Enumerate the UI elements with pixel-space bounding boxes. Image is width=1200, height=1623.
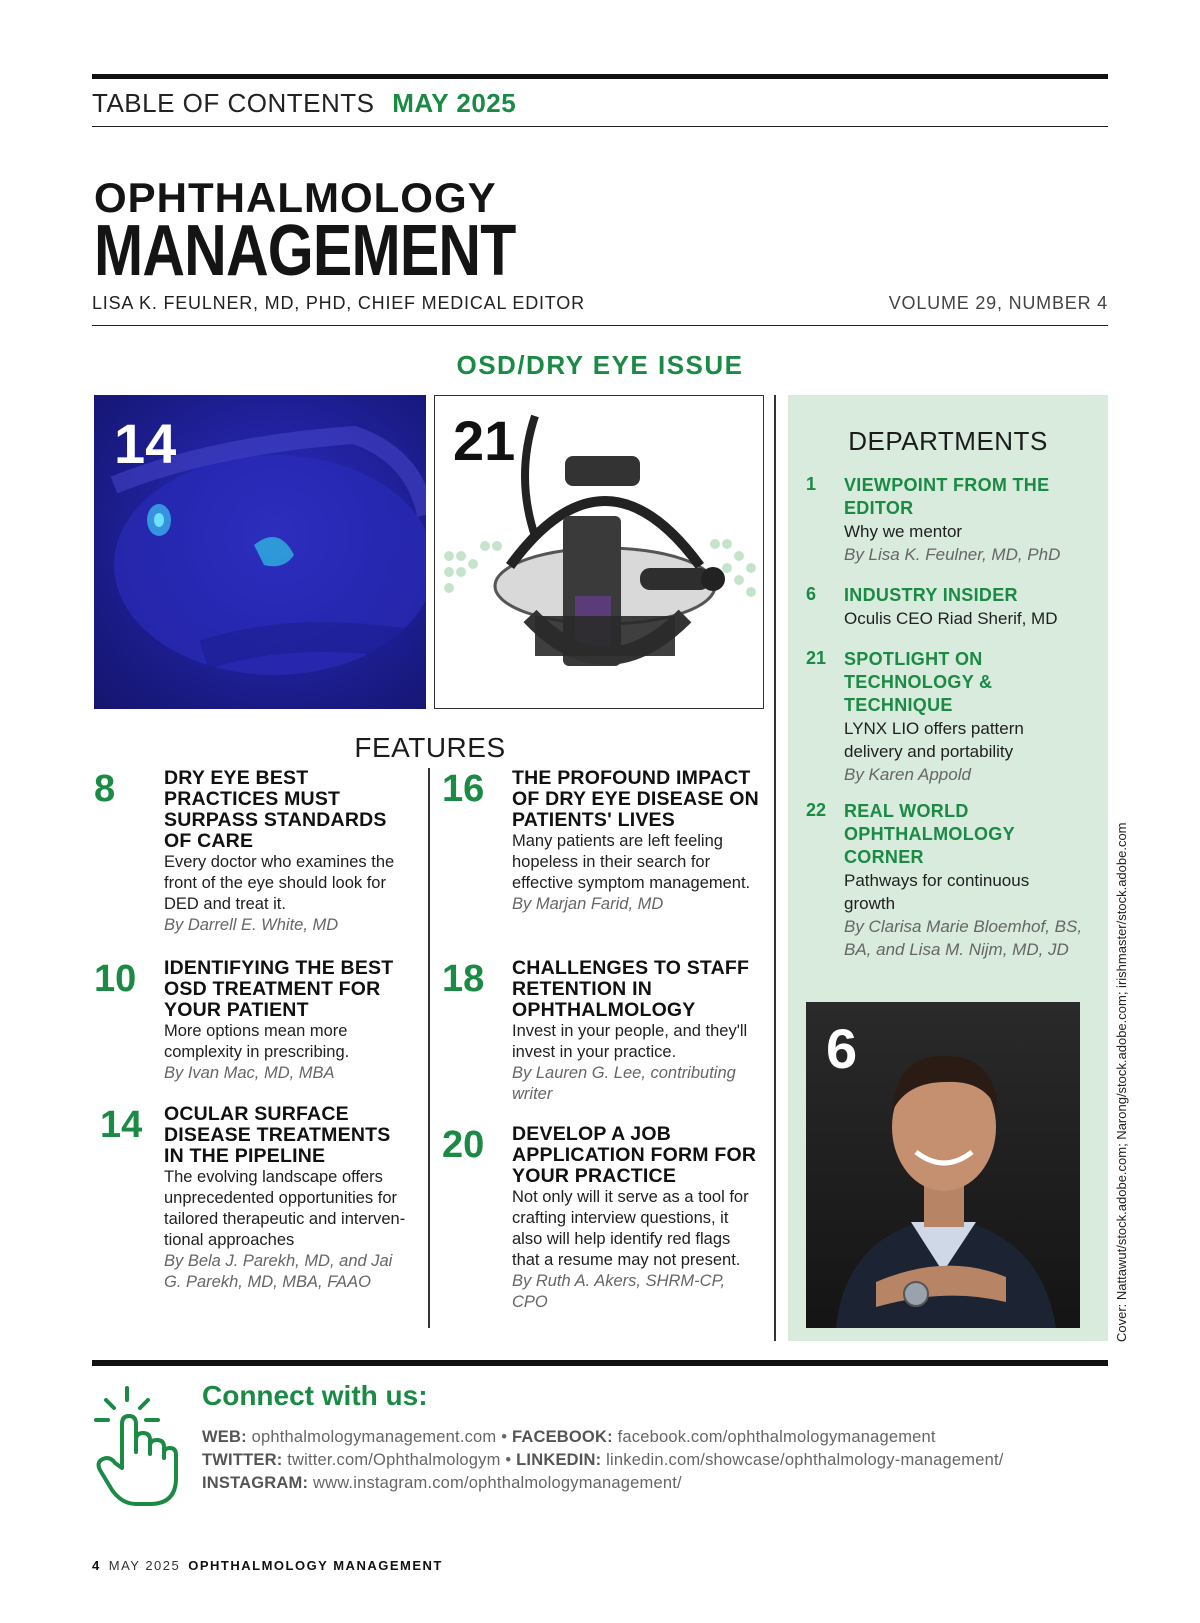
logo-line-2: MANAGEMENT (94, 211, 516, 291)
department-desc: Why we mentor (844, 522, 963, 541)
linkedin-label: LINKEDIN: (516, 1451, 602, 1469)
footer-publication: OPHTHALMOLOGY MANAGEMENT (188, 1558, 443, 1573)
feature-page: 16 (442, 768, 485, 810)
feature-page: 18 (442, 958, 485, 1000)
feature-title: THE PROFOUND IMPACT OF DRY EYE DISEASE ON PATIENTS' LIVES (512, 767, 759, 831)
department-title: INDUSTRY INSIDER (844, 585, 1018, 605)
connect-line-2 (202, 1451, 1004, 1470)
feature-page: 10 (94, 958, 137, 1000)
department-title: REAL WORLD OPHTHALMOLOGY CORNER (844, 801, 1015, 867)
feature-byline: By Bela J. Parekh, MD, and Jai G. Parekh, MD, MBA, FAAO (164, 1252, 393, 1291)
section-label: TABLE OF CONTENTS (92, 88, 375, 118)
feature-desc: Not only will it serve as a tool for crafting interview questions, it also will help identify red flags that a resume may not present. (512, 1188, 749, 1269)
feature-image-device[interactable] (434, 395, 764, 709)
web-label: WEB: (202, 1428, 247, 1446)
departments-heading: DEPARTMENTS (848, 426, 1048, 456)
department-page: 22 (806, 800, 827, 820)
separator: • (505, 1451, 512, 1469)
features-column-divider (428, 768, 430, 1328)
masthead-rule (92, 325, 1108, 326)
chief-editor: LISA K. FEULNER, MD, PHD, CHIEF MEDICAL EDITOR (92, 293, 585, 313)
department-desc: Oculis CEO Riad Sherif, MD (844, 609, 1058, 628)
connect-title: Connect with us: (202, 1380, 428, 1411)
department-title: SPOTLIGHT ON TECHNOLOGY & TECHNIQUE (844, 649, 993, 715)
feature-image-eye[interactable] (94, 395, 426, 709)
feature-desc: Every doctor who examines the front of the eye should look for DED and treat it. (164, 853, 395, 913)
feature-desc: The evolving landscape offers unprecedented opportunities for tailored therapeutic and interven- tional approaches (164, 1168, 406, 1249)
department-page: 21 (806, 648, 827, 668)
connect-line-3 (202, 1474, 682, 1493)
feature-page: 14 (100, 1104, 143, 1146)
facebook-label: FACEBOOK: (511, 1428, 613, 1446)
feature-image-page-number: 21 (453, 409, 516, 472)
feature-image-page-number: 14 (114, 412, 177, 475)
instagram-link[interactable]: www.instagram.com/ophthalmologymanagement/ (312, 1474, 682, 1492)
feature-title: IDENTIFYING THE BEST OSD TREATMENT FOR YOUR PATIENT (164, 957, 394, 1021)
feature-desc: More options mean more complexity in prescribing. (164, 1022, 350, 1061)
feature-title: DRY EYE BEST PRACTICES MUST SURPASS STANDARDS OF CARE (164, 767, 387, 852)
department-byline: By Karen Appold (844, 765, 971, 784)
web-link[interactable]: ophthalmologymanagement.com (251, 1428, 497, 1446)
volume-number: VOLUME 29, NUMBER 4 (888, 293, 1108, 313)
feature-desc: Invest in your people, and they'll invest in your practice. (512, 1022, 748, 1061)
features-heading: FEATURES (354, 732, 506, 763)
feature-title: OCULAR SURFACE DISEASE TREATMENTS IN THE PIPELINE (164, 1103, 391, 1167)
toc-header (92, 88, 516, 119)
top-rule (92, 74, 1108, 79)
department-photo-page-number: 6 (826, 1017, 858, 1080)
feature-byline: By Darrell E. White, MD (164, 916, 339, 934)
department-desc: LYNX LIO offers pattern delivery and portability (844, 719, 1024, 761)
feature-title: CHALLENGES TO STAFF RETENTION IN OPHTHALMOLOGY (512, 957, 750, 1021)
bottom-rule (92, 1360, 1108, 1366)
linkedin-link[interactable]: linkedin.com/showcase/ophthalmology-management/ (606, 1451, 1004, 1469)
separator: • (501, 1428, 508, 1446)
feature-byline: By Lauren G. Lee, contributing writer (512, 1064, 736, 1103)
feature-title: DEVELOP A JOB APPLICATION FORM FOR YOUR PRACTICE (512, 1123, 757, 1187)
department-title: VIEWPOINT FROM THE EDITOR (844, 475, 1050, 518)
cover-credit: Cover: Nattawut/stock.adobe.com; Narong/stock.adobe.com; irishmaster/stock.adobe.com (1114, 822, 1129, 1342)
feature-byline: By Marjan Farid, MD (512, 895, 664, 913)
department-photo[interactable] (806, 1002, 1080, 1328)
feature-byline: By Ruth A. Akers, SHRM-CP, CPO (512, 1272, 726, 1311)
twitter-link[interactable]: twitter.com/Ophthalmologym (287, 1451, 501, 1469)
facebook-link[interactable]: facebook.com/ophthalmologymanagement (617, 1428, 936, 1446)
feature-byline: By Ivan Mac, MD, MBA (164, 1064, 335, 1082)
issue-theme: OSD/DRY EYE ISSUE (456, 350, 744, 380)
page-footer (92, 1558, 443, 1573)
department-page: 1 (806, 474, 817, 494)
issue-date: MAY 2025 (392, 88, 517, 118)
page-number: 4 (92, 1558, 101, 1573)
header-rule (92, 126, 1108, 127)
feature-page: 8 (94, 768, 116, 810)
department-page: 6 (806, 584, 817, 604)
pointing-hand-icon (92, 1386, 182, 1508)
feature-desc: Many patients are left feeling hopeless in their search for effective symptom management. (512, 832, 751, 892)
feature-page: 20 (442, 1124, 485, 1166)
footer-date: MAY 2025 (108, 1558, 181, 1573)
department-byline: By Lisa K. Feulner, MD, PhD (844, 545, 1061, 564)
department-byline: By Clarisa Marie Bloemhof, BS, BA, and Lisa M. Nijm, MD, JD (844, 917, 1083, 959)
instagram-label: INSTAGRAM: (202, 1474, 309, 1492)
column-divider (774, 395, 776, 1341)
connect-line-1 (202, 1428, 936, 1447)
twitter-label: TWITTER: (202, 1451, 283, 1469)
logo-line-1: OPHTHALMOLOGY (94, 174, 497, 221)
department-desc: Pathways for continuous growth (844, 871, 1030, 913)
